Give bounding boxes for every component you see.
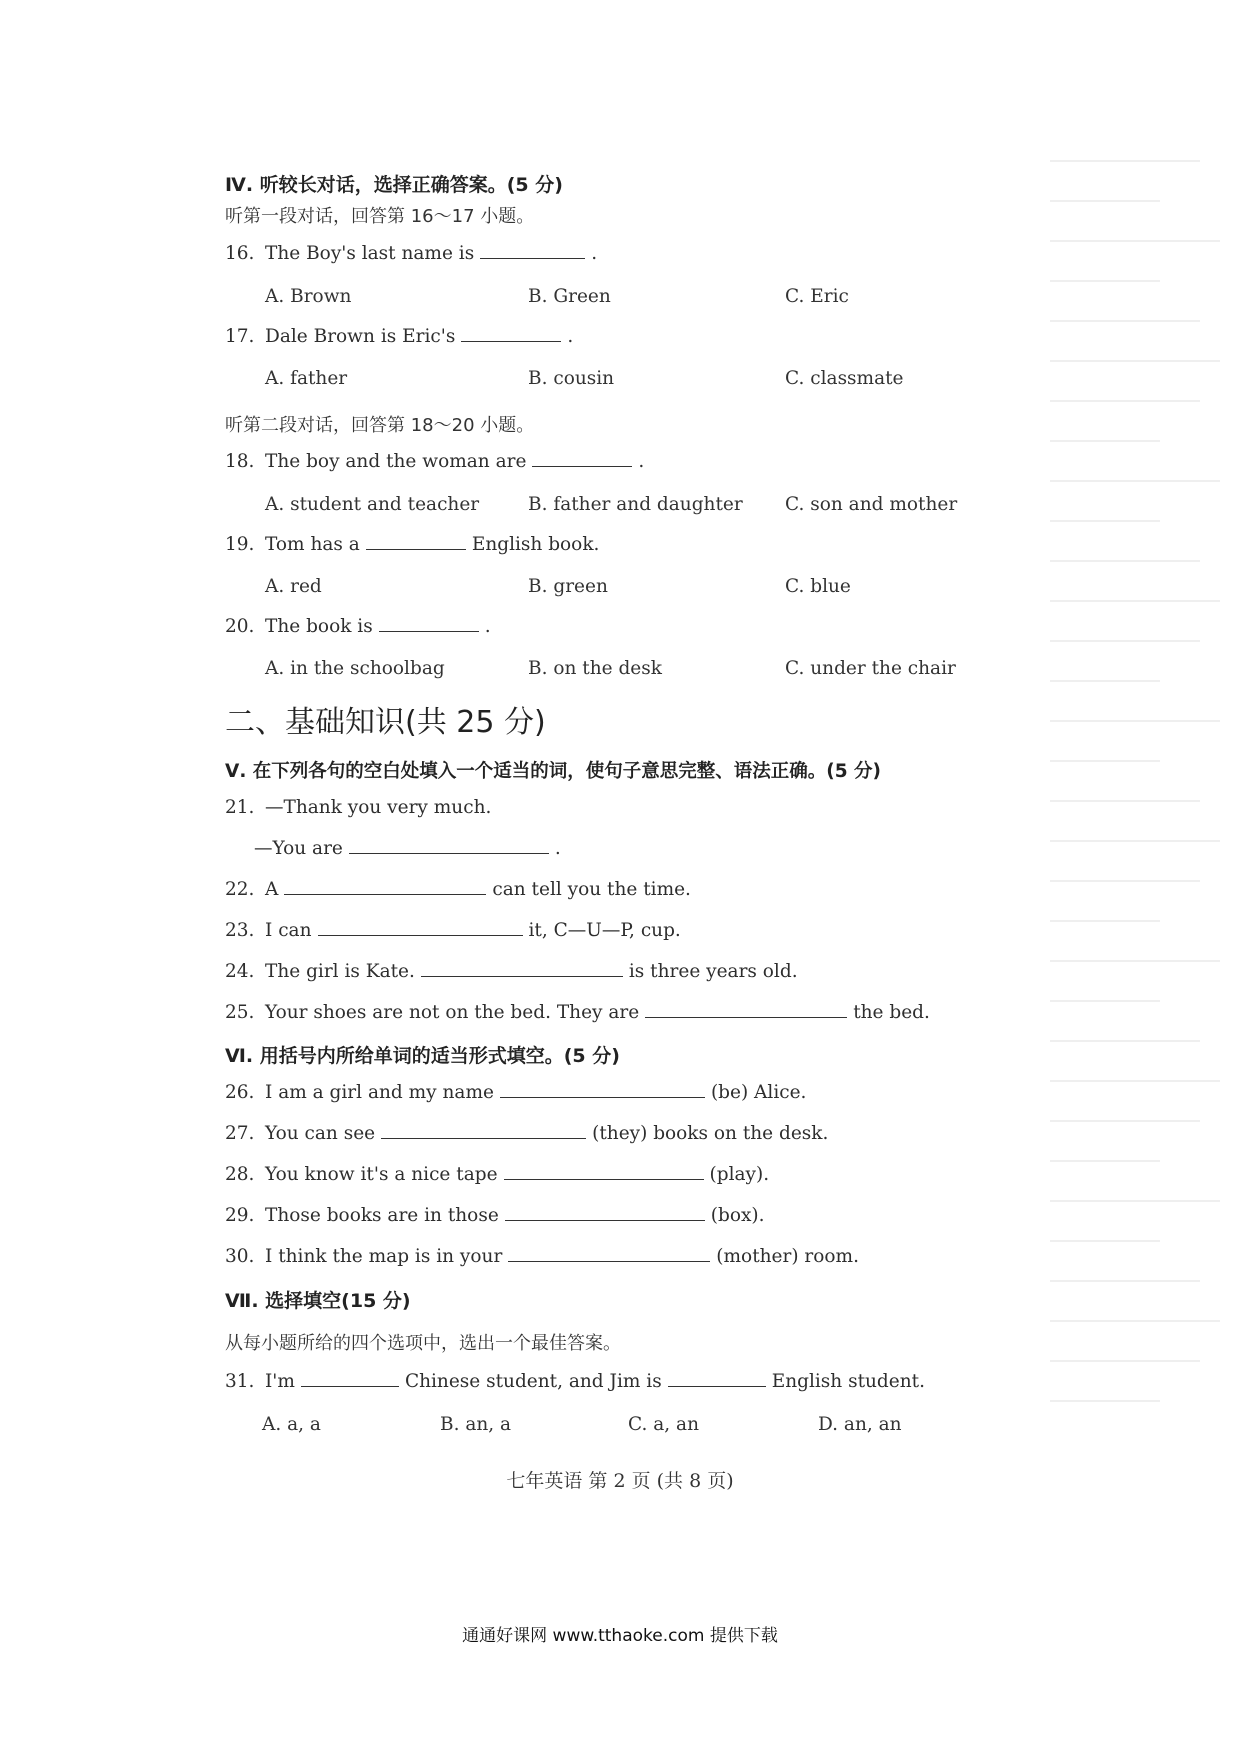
answer-blank[interactable] bbox=[381, 1124, 586, 1139]
question-text-end: English book. bbox=[471, 534, 600, 555]
question-number: 29. bbox=[225, 1205, 255, 1226]
answer-blank[interactable] bbox=[505, 1206, 705, 1221]
bleed-through-marks bbox=[1050, 160, 1240, 1460]
question-text-end: . bbox=[554, 838, 561, 859]
dialog-1-instruction: 听第一段对话，回答第 16～17 小题。 bbox=[225, 206, 535, 227]
question-30 bbox=[225, 1246, 859, 1267]
dialog-2-instruction: 听第二段对话，回答第 18～20 小题。 bbox=[225, 415, 535, 436]
question-text-end: the bed. bbox=[853, 1002, 930, 1023]
option-c[interactable]: C. under the chair bbox=[785, 658, 956, 679]
answer-blank[interactable] bbox=[301, 1372, 399, 1387]
question-text: I am a girl and my name bbox=[265, 1082, 494, 1103]
question-18 bbox=[225, 451, 644, 472]
question-text: Those books are in those bbox=[265, 1205, 499, 1226]
question-number: 30. bbox=[225, 1246, 255, 1267]
option-b[interactable]: B. cousin bbox=[528, 368, 615, 389]
question-21-response bbox=[254, 838, 561, 859]
question-number: 31. bbox=[225, 1371, 255, 1392]
question-number: 19. bbox=[225, 534, 255, 555]
answer-blank[interactable] bbox=[508, 1247, 710, 1262]
answer-blank[interactable] bbox=[284, 880, 486, 895]
question-text-end: is three years old. bbox=[628, 961, 798, 982]
question-text-end: . bbox=[638, 451, 645, 472]
question-text: You can see bbox=[265, 1123, 376, 1144]
question-text: I can bbox=[265, 920, 312, 941]
answer-blank[interactable] bbox=[645, 1003, 847, 1018]
option-b[interactable]: B. on the desk bbox=[528, 658, 662, 679]
question-number: 26. bbox=[225, 1082, 255, 1103]
question-25 bbox=[225, 1002, 930, 1023]
question-number: 20. bbox=[225, 616, 255, 637]
question-text: —Thank you very much. bbox=[265, 797, 492, 818]
option-a[interactable]: A. Brown bbox=[265, 286, 352, 307]
option-c[interactable]: C. son and mother bbox=[785, 494, 958, 515]
question-text: The boy and the woman are bbox=[265, 451, 527, 472]
answer-blank[interactable] bbox=[421, 962, 623, 977]
question-24 bbox=[225, 961, 798, 982]
question-28 bbox=[225, 1164, 769, 1185]
question-29 bbox=[225, 1205, 765, 1226]
question-text: Dale Brown is Eric's bbox=[265, 326, 456, 347]
page-footer: 七年英语 第 2 页 (共 8 页) bbox=[506, 1470, 734, 1492]
answer-blank[interactable] bbox=[500, 1083, 705, 1098]
question-text: The book is bbox=[265, 616, 373, 637]
question-text-end: English student. bbox=[771, 1371, 925, 1392]
question-number: 24. bbox=[225, 961, 255, 982]
answer-blank[interactable] bbox=[379, 617, 479, 632]
section-6-title: Ⅵ. 用括号内所给单词的适当形式填空。(5 分) bbox=[225, 1045, 620, 1067]
question-text-end: (mother) room. bbox=[716, 1246, 859, 1267]
question-number: 23. bbox=[225, 920, 255, 941]
option-a[interactable]: A. father bbox=[265, 368, 348, 389]
question-text: Tom has a bbox=[265, 534, 360, 555]
option-b[interactable]: B. Green bbox=[528, 286, 611, 307]
section-7-title: Ⅶ. 选择填空(15 分) bbox=[225, 1290, 411, 1312]
question-text-end: . bbox=[591, 243, 598, 264]
answer-blank[interactable] bbox=[480, 244, 585, 259]
question-text: A bbox=[265, 879, 279, 900]
question-26 bbox=[225, 1082, 806, 1103]
part-2-title: 二、基础知识(共 25 分) bbox=[225, 705, 546, 740]
question-text-end: (box). bbox=[710, 1205, 765, 1226]
answer-blank[interactable] bbox=[668, 1372, 766, 1387]
option-c[interactable]: C. Eric bbox=[785, 286, 849, 307]
question-number: 27. bbox=[225, 1123, 255, 1144]
download-credit: 通通好课网 www.tthaoke.com 提供下载 bbox=[462, 1626, 778, 1646]
option-a[interactable]: A. student and teacher bbox=[265, 494, 480, 515]
section-7-instruction: 从每小题所给的四个选项中，选出一个最佳答案。 bbox=[225, 1333, 621, 1354]
question-23 bbox=[225, 920, 681, 941]
question-text: I'm bbox=[265, 1371, 295, 1392]
question-text: Your shoes are not on the bed. They are bbox=[265, 1002, 640, 1023]
option-b[interactable]: B. an, a bbox=[440, 1414, 512, 1435]
question-19 bbox=[225, 534, 599, 555]
option-a[interactable]: A. a, a bbox=[262, 1414, 321, 1435]
question-text-end: it, C—U—P, cup. bbox=[528, 920, 681, 941]
question-text: You know it's a nice tape bbox=[265, 1164, 498, 1185]
option-b[interactable]: B. father and daughter bbox=[528, 494, 743, 515]
question-text-end: . bbox=[484, 616, 491, 637]
question-number: 25. bbox=[225, 1002, 255, 1023]
question-17 bbox=[225, 326, 573, 347]
answer-blank[interactable] bbox=[461, 327, 561, 342]
question-text-end: can tell you the time. bbox=[492, 879, 691, 900]
question-16 bbox=[225, 243, 597, 264]
option-a[interactable]: A. in the schoolbag bbox=[265, 658, 445, 679]
question-27 bbox=[225, 1123, 828, 1144]
option-c[interactable]: C. classmate bbox=[785, 368, 904, 389]
option-c[interactable]: C. a, an bbox=[628, 1414, 699, 1435]
question-text-end: (play). bbox=[709, 1164, 770, 1185]
question-text-middle: Chinese student, and Jim is bbox=[404, 1371, 662, 1392]
question-text: —You are bbox=[254, 838, 343, 859]
question-number: 21. bbox=[225, 797, 255, 818]
answer-blank[interactable] bbox=[318, 921, 523, 936]
question-21 bbox=[225, 797, 491, 818]
question-number: 16. bbox=[225, 243, 255, 264]
question-20 bbox=[225, 616, 491, 637]
question-31 bbox=[225, 1371, 925, 1392]
answer-blank[interactable] bbox=[366, 535, 466, 550]
option-d[interactable]: D. an, an bbox=[818, 1414, 902, 1435]
question-text: The Boy's last name is bbox=[265, 243, 475, 264]
question-text: I think the map is in your bbox=[265, 1246, 503, 1267]
question-number: 28. bbox=[225, 1164, 255, 1185]
question-number: 22. bbox=[225, 879, 255, 900]
option-b[interactable]: B. green bbox=[528, 576, 608, 597]
question-text-end: (they) books on the desk. bbox=[592, 1123, 829, 1144]
option-a[interactable]: A. red bbox=[265, 576, 322, 597]
question-text-end: (be) Alice. bbox=[710, 1082, 807, 1103]
option-c[interactable]: C. blue bbox=[785, 576, 851, 597]
question-number: 17. bbox=[225, 326, 255, 347]
question-text: The girl is Kate. bbox=[265, 961, 415, 982]
question-22 bbox=[225, 879, 691, 900]
answer-blank[interactable] bbox=[532, 452, 632, 467]
section-5-title: Ⅴ. 在下列各句的空白处填入一个适当的词，使句子意思完整、语法正确。(5 分) bbox=[225, 761, 882, 782]
question-text-end: . bbox=[567, 326, 574, 347]
answer-blank[interactable] bbox=[349, 839, 549, 854]
question-number: 18. bbox=[225, 451, 255, 472]
answer-blank[interactable] bbox=[504, 1165, 704, 1180]
section-4-title: Ⅳ. 听较长对话，选择正确答案。(5 分) bbox=[225, 174, 563, 196]
